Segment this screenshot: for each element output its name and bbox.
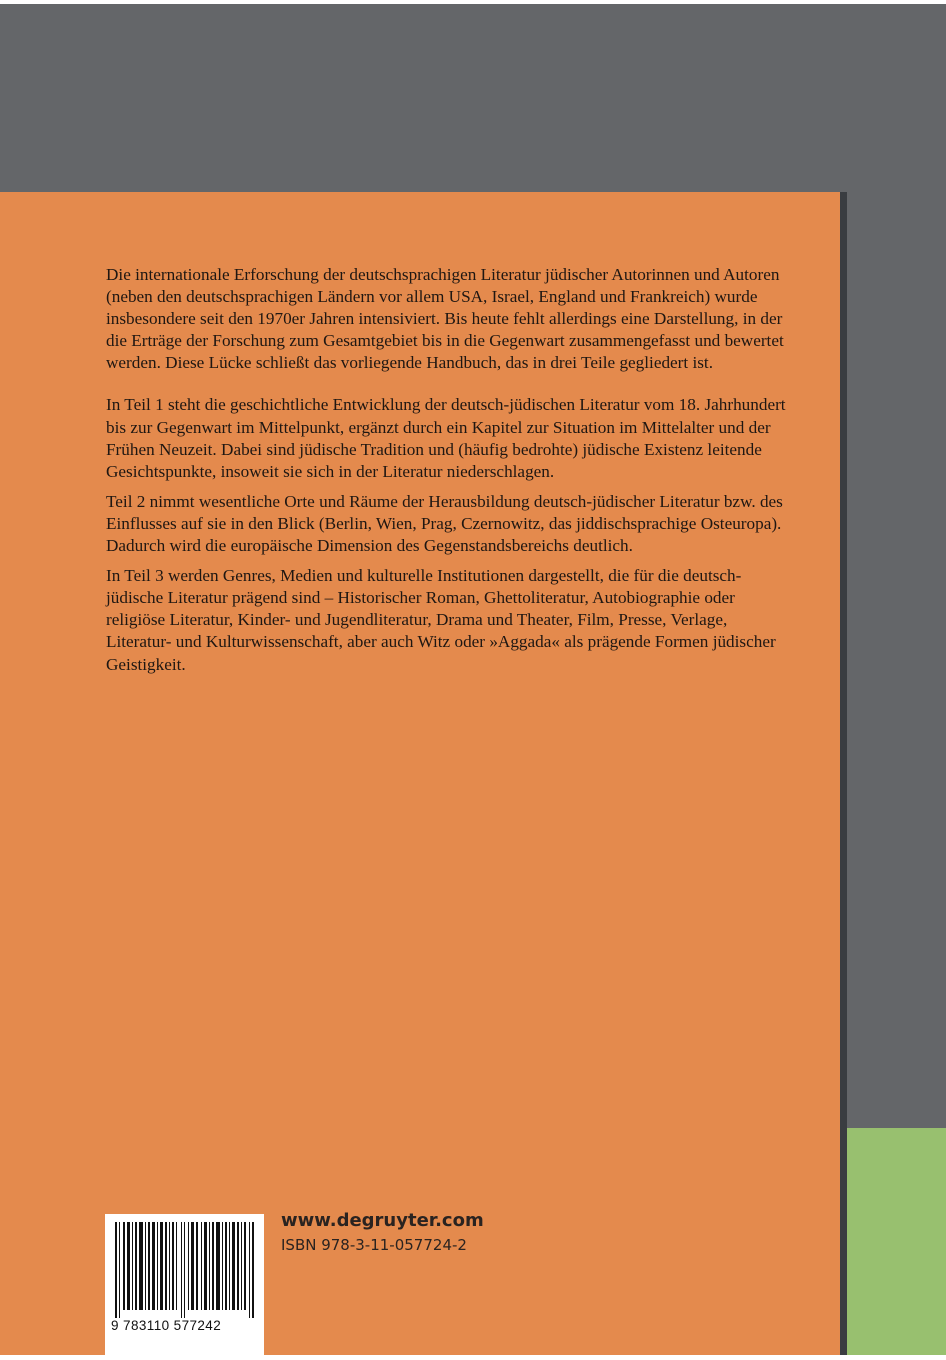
- blurb-paragraph-1: Die internationale Erforschung der deutschsprachigen Literatur jüdischer Autorinnen und Autoren (neben den deutschsprachigen Ländern vor allem USA, Israel, England und Frankreich) wurde insbesondere seit den 1970er Jahren intensiviert. Bis heute fehlt allerdings eine Darstellung, in der die Erträge der Forschung zum Gesamtgebiet bis in die Gegenwart zusammengefasst und bewertet werden. Diese Lücke schließt das vorliegende Handbuch, das in drei Teile gegliedert ist.: [106, 265, 784, 373]
- green-corner-block: [840, 1128, 946, 1355]
- blurb-text: [106, 264, 796, 696]
- isbn-number: ISBN 978-3-11-057724-2: [281, 1236, 467, 1254]
- barcode-digits: 9 783110 577242: [111, 1318, 222, 1333]
- blurb-paragraph-2: In Teil 1 steht die geschichtliche Entwicklung der deutsch-jüdischen Literatur vom 18. Jahrhundert bis zur Gegenwart im Mittelpunkt, ergänzt durch ein Kapitel zur Situation im Mittelalter und der Frühen Neuzeit. Dabei sind jüdische Tradition und (häufig bedrohte) jüdische Existenz leitende Gesichtspunkte, insoweit sie sich in der Literatur niederschlagen.: [106, 395, 786, 481]
- barcode-box: [105, 1214, 264, 1355]
- blurb-paragraph-4: In Teil 3 werden Genres, Medien und kulturelle Institutionen dargestellt, die für die deutsch-jüdische Literatur prägend sind – Historischer Roman, Ghettoliteratur, Autobiographie oder religiöse Literatur, Kinder- und Jugendliteratur, Drama und Theater, Film, Presse, Verlage, Literatur- und Kulturwissenschaft, aber auch Witz oder »Aggada« als prägende Formen jüdischer Geistigkeit.: [106, 566, 776, 674]
- top-grey-band: [0, 4, 946, 192]
- right-grey-band: [847, 192, 946, 1128]
- blurb-paragraph-3: Teil 2 nimmt wesentliche Orte und Räume der Herausbildung deutsch-jüdischer Literatur bzw. des Einflusses auf sie in den Blick (Berlin, Wien, Prag, Czernowitz, das jiddischsprachige Osteuropa). Dadurch wird die europäische Dimension des Gegenstandsbereichs deutlich.: [106, 491, 783, 556]
- publisher-website[interactable]: www.degruyter.com: [281, 1210, 484, 1231]
- barcode-icon: [115, 1222, 255, 1318]
